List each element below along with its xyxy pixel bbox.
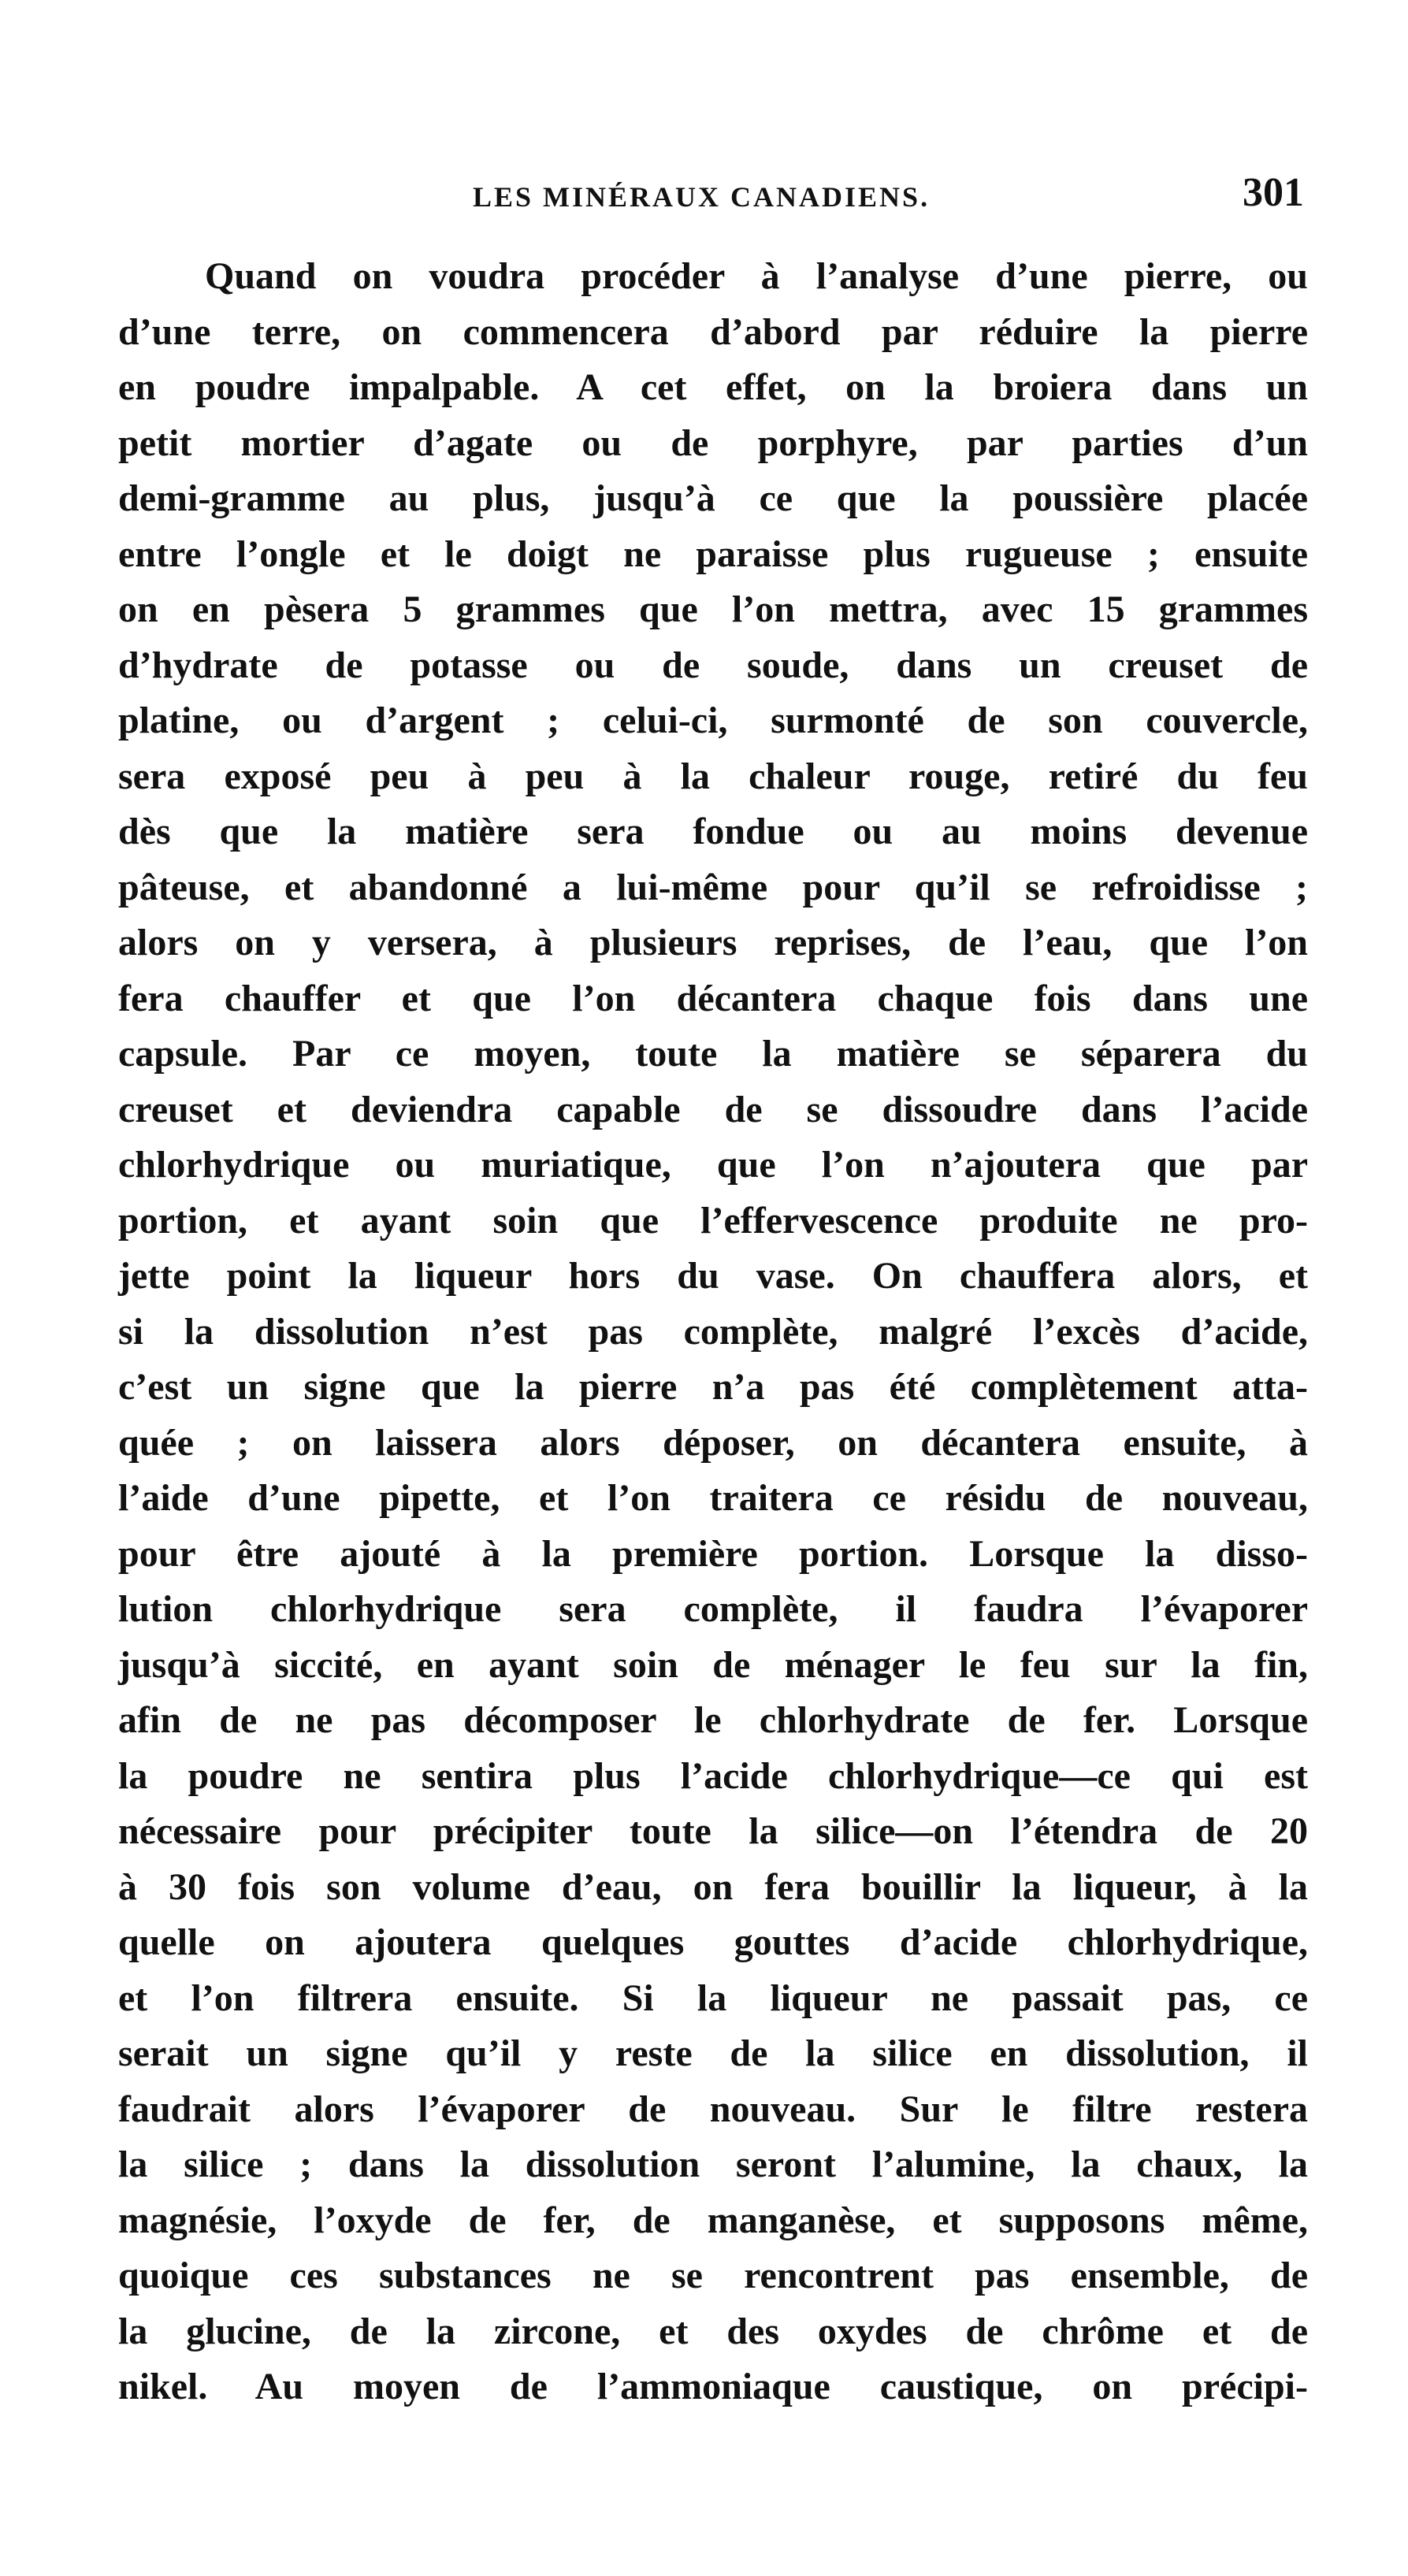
text-line: afin de ne pas décomposer le chlorhydrate de fer. Lorsque <box>118 1699 1308 1741</box>
text-line: quée ; on laissera alors déposer, on décantera ensuite, à <box>118 1421 1308 1464</box>
text-line: faudrait alors l’évaporer de nouveau. Sur le filtre restera <box>118 2088 1308 2130</box>
text-line: la poudre ne sentira plus l’acide chlorhydrique—ce qui est <box>118 1754 1308 1797</box>
page-number: 301 <box>1243 170 1304 215</box>
text-line: portion, et ayant soin que l’effervescence produite ne pro- <box>118 1199 1308 1242</box>
text-line: d’une terre, on commencera d’abord par réduire la pierre <box>118 310 1308 353</box>
text-line: on en pèsera 5 grammes que l’on mettra, avec 15 grammes <box>118 588 1308 630</box>
text-line: jusqu’à siccité, en ayant soin de ménager le feu sur la fin, <box>118 1643 1308 1686</box>
text-line: à 30 fois son volume d’eau, on fera bouillir la liqueur, à la <box>118 1865 1308 1908</box>
text-line: alors on y versera, à plusieurs reprises, de l’eau, que l’on <box>118 922 1308 963</box>
text-line: si la dissolution n’est pas complète, malgré l’excès d’acide, <box>118 1310 1308 1353</box>
text-line: platine, ou d’argent ; celui-ci, surmonté de son couvercle, <box>118 700 1308 741</box>
text-line: demi-gramme au plus, jusqu’à ce que la poussière placée <box>118 477 1308 519</box>
text-line: capsule. Par ce moyen, toute la matière se séparera du <box>118 1033 1308 1075</box>
text-line: creuset et deviendra capable de se dissoudre dans l’acide <box>118 1088 1308 1130</box>
text-line: la silice ; dans la dissolution seront l’alumine, la chaux, la <box>118 2144 1308 2185</box>
text-line: pour être ajouté à la première portion. Lorsque la disso- <box>118 1532 1308 1575</box>
text-line: nécessaire pour précipiter toute la silice—on l’étendra de 20 <box>118 1810 1308 1852</box>
text-line: petit mortier d’agate ou de porphyre, par parties d’un <box>118 421 1308 464</box>
text-line: chlorhydrique ou muriatique, que l’on n’ajoutera que par <box>118 1144 1308 1186</box>
text-line: en poudre impalpable. A cet effet, on la broiera dans un <box>118 366 1308 408</box>
text-line: fera chauffer et que l’on décantera chaque fois dans une <box>118 977 1308 1019</box>
text-line: serait un signe qu’il y reste de la silice en dissolution, il <box>118 2032 1308 2074</box>
text-line: c’est un signe que la pierre n’a pas été complètement atta- <box>118 1366 1308 1408</box>
text-line: jette point la liqueur hors du vase. On chauffera alors, et <box>118 1255 1308 1297</box>
running-head <box>118 169 1304 225</box>
text-line: quoique ces substances ne se rencontrent pas ensemble, de <box>118 2255 1308 2296</box>
text-line: d’hydrate de potasse ou de soude, dans un creuset de <box>118 644 1308 686</box>
text-line: sera exposé peu à peu à la chaleur rouge, retiré du feu <box>118 755 1308 797</box>
text-line: l’aide d’une pipette, et l’on traitera ce résidu de nouveau, <box>118 1477 1308 1519</box>
text-line: dès que la matière sera fondue ou au moins devenue <box>118 811 1308 852</box>
text-line: Quand on voudra procéder à l’analyse d’une pierre, ou <box>205 255 1308 297</box>
text-line: pâteuse, et abandonné a lui-même pour qu’il se refroidisse ; <box>118 866 1308 908</box>
text-line: nikel. Au moyen de l’ammoniaque caustique, on précipi- <box>118 2366 1308 2407</box>
text-line: magnésie, l’oxyde de fer, de manganèse, et supposons même, <box>118 2199 1308 2241</box>
text-line: quelle on ajoutera quelques gouttes d’acide chlorhydrique, <box>118 1921 1308 1963</box>
text-line: la glucine, de la zircone, et des oxydes de chrôme et de <box>118 2310 1308 2352</box>
running-title: LES MINÉRAUX CANADIENS. <box>473 181 931 213</box>
text-line: et l’on filtrera ensuite. Si la liqueur ne passait pas, ce <box>118 1977 1308 2019</box>
body-paragraph <box>118 249 1308 2415</box>
text-line: entre l’ongle et le doigt ne paraisse plus rugueuse ; ensuite <box>118 533 1308 575</box>
text-line: lution chlorhydrique sera complète, il faudra l’évaporer <box>118 1588 1308 1630</box>
